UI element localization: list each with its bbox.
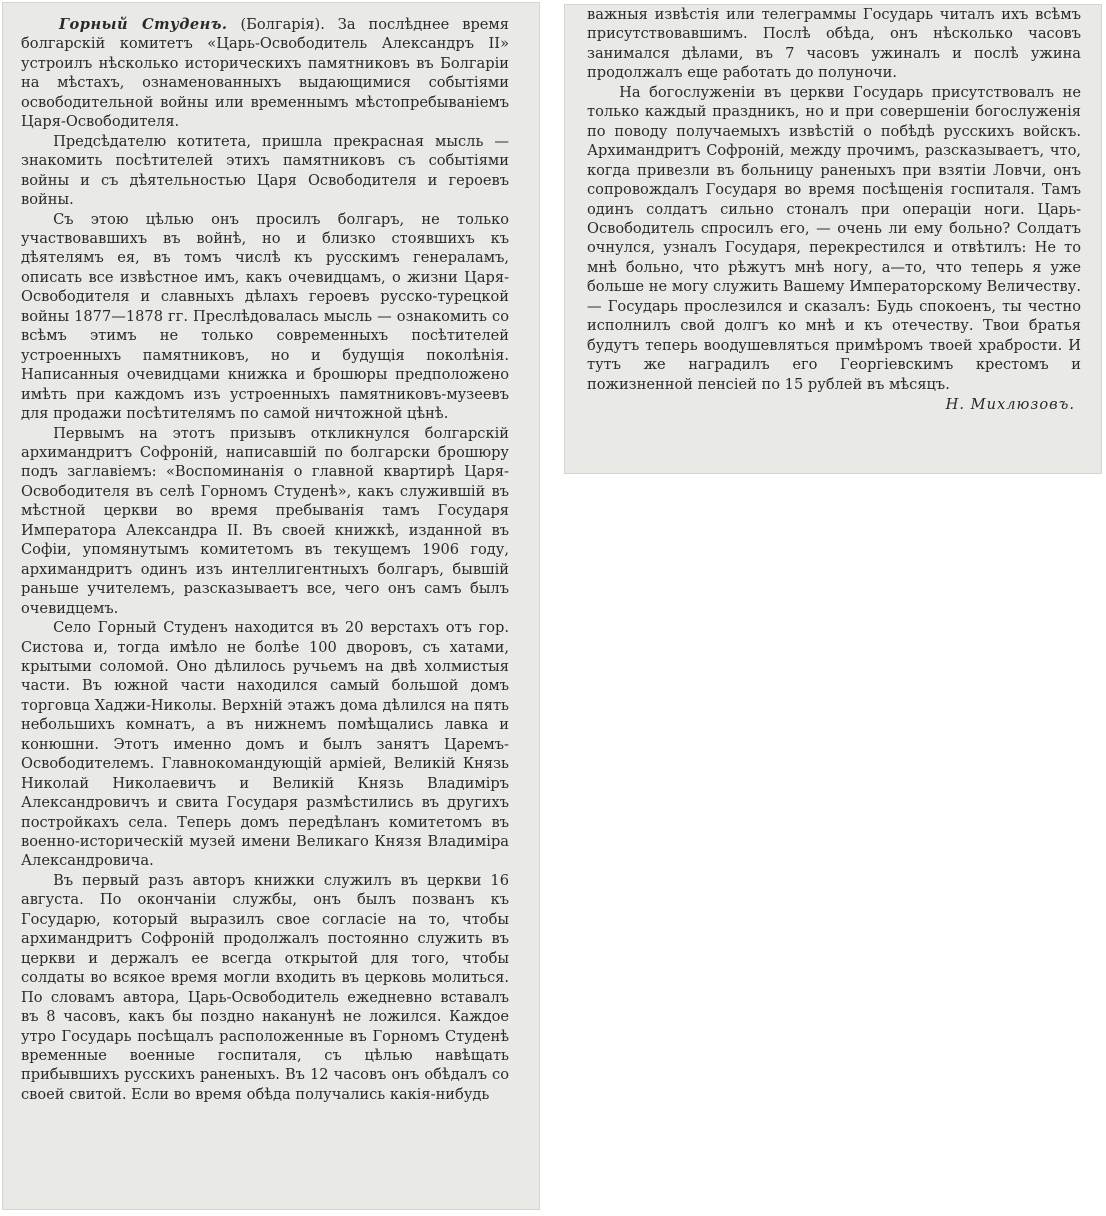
- paragraph-6: Въ первый разъ авторъ книжки служилъ въ церкви 16 августа. По окончаніи службы, онъ былъ позванъ къ Государю, который выразилъ свое согласіе на то, чтобы архимандритъ Софроній продолжалъ постоянно служить въ церкви и держалъ ее всегда открытой для того, чтобы солдаты во всякое время могли входить въ церковь молиться. По словамъ автора, Царь-Освободитель ежедневно вставалъ въ 8 часовъ, какъ бы поздно наканунѣ не ложился. Каждое утро Государь посѣщалъ расположенные въ Горномъ Студенѣ временные военные госпиталя, съ цѣлью навѣщать прибывшихъ русскихъ раненыхъ. Въ 12 часовъ онъ обѣдалъ со своей свитой. Если во время обѣда получались какія-нибудь: [21, 871, 509, 1103]
- intro-text: (Болгарія). За послѣднее время болгарскій комитетъ «Царь-Освободитель Александръ II» устроилъ нѣсколько историческихъ памятниковъ въ Болгаріи на мѣстахъ, ознаменованныхъ выдающимися событіями освободительной войны или временнымъ мѣстопребываніемъ Царя-Освободителя.: [21, 16, 509, 131]
- paragraph-3: Съ этою цѣлью онъ просилъ болгаръ, не только участвовавшихъ въ войнѣ, но и близко стоявшихъ къ дѣятелямъ ея, въ томъ числѣ къ русскимъ генераламъ, описать все извѣстное имъ, какъ очевидцамъ, о жизни Царя-Освободителя и славныхъ дѣлахъ героевъ русско-турецкой войны 1877—1878 гг. Преслѣдовалась мысль — ознакомить со всѣмъ этимъ не только современныхъ посѣтителей устроенныхъ памятниковъ, но и будущія поколѣнія. Написанныя очевидцами книжка и брошюры предположено имѣть при каждомъ изъ устроенныхъ памятниковъ-музеевъ для продажи посѣтителямъ по самой ничтожной цѣнѣ.: [21, 210, 509, 423]
- article-title: Горный Студенъ.: [58, 16, 228, 33]
- left-column: [2, 2, 540, 1210]
- paragraph-5: Село Горный Студенъ находится въ 20 верстахъ отъ гор. Систова и, тогда имѣло не болѣе 100 дворовъ, съ хатами, крытыми соломой. Оно дѣлилось ручьемъ на двѣ холмистыя части. Въ южной части находился самый большой домъ торговца Хаджи-Николы. Верхній этажъ дома дѣлился на пять небольшихъ комнатъ, а въ нижнемъ помѣщались лавка и конюшни. Этотъ именно домъ и былъ занятъ Царемъ-Освободителемъ. Главнокомандующій арміей, Великій Князь Николай Николаевичъ и Великій Князь Владиміръ Александровичъ и свита Государя размѣстились въ другихъ постройкахъ села. Теперь домъ передѣланъ комитетомъ въ военно-историческій музей имени Великаго Князя Владиміра Александровича.: [21, 619, 509, 870]
- paragraph-8: На богослуженіи въ церкви Государь присутствовалъ не только каждый праздникъ, но и при совершеніи богослуженія по поводу получаемыхъ извѣстій о побѣдѣ русскихъ войскъ. Архимандритъ Софроній, между прочимъ, разсказываетъ, что, когда привезли въ больницу раненыхъ при взятіи Ловчи, онъ сопровождалъ Государя во время посѣщенія госпиталя. Тамъ одинъ солдатъ сильно стоналъ при операціи ноги. Царь-Освободитель спросилъ его, — очень ли ему больно? Солдатъ очнулся, узналъ Государя, перекрестился и отвѣтилъ: Не то мнѣ больно, что рѣжутъ мнѣ ногу, а—то, что теперь я уже больше не могу служить Вашему Императорскому Величеству. — Государь прослезился и сказалъ: Будь спокоенъ, ты честно исполнилъ свой долгъ ко мнѣ и къ отечеству. Твои братья будутъ теперь воодушевляться примѣромъ твоей храбрости. И тутъ же наградилъ его Георгіевскимъ крестомъ и пожизненной пенсіей по 15 рублей въ мѣсяцъ.: [587, 83, 1081, 393]
- paragraph-continued: важныя извѣстія или телеграммы Государь читалъ ихъ всѣмъ присутствовавшимъ. Послѣ обѣда, онъ нѣсколько часовъ занимался дѣлами, въ 7 часовъ ужиналъ и послѣ ужина продолжалъ еще работать до полуночи.: [587, 6, 1081, 82]
- paragraph-intro: [21, 15, 509, 132]
- paragraph-4: Первымъ на этотъ призывъ откликнулся болгарскій архимандритъ Софроній, написавшій по болгарски брошюру подъ заглавіемъ: «Воспоминанія о главной квартирѣ Царя-Освободителя въ селѣ Горномъ Студенѣ», какъ служившій въ мѣстной церкви во время пребыванія тамъ Государя Императора Александра II. Въ своей книжкѣ, изданной въ Софіи, упомянутымъ комитетомъ въ текущемъ 1906 году, архимандритъ одинъ изъ интеллигентныхъ болгаръ, бывшій раньше учителемъ, разсказываетъ все, чего онъ самъ былъ очевидцемъ.: [21, 424, 509, 617]
- right-column: [564, 4, 1102, 474]
- paragraph-2: Предсѣдателю котитета, пришла прекрасная мысль — знакомить посѣтителей этихъ памятниковъ съ событіями войны и съ дѣятельностью Царя Освободителя и героевъ войны.: [21, 132, 509, 209]
- author-signature: Н. Михлюзовъ.: [945, 396, 1075, 414]
